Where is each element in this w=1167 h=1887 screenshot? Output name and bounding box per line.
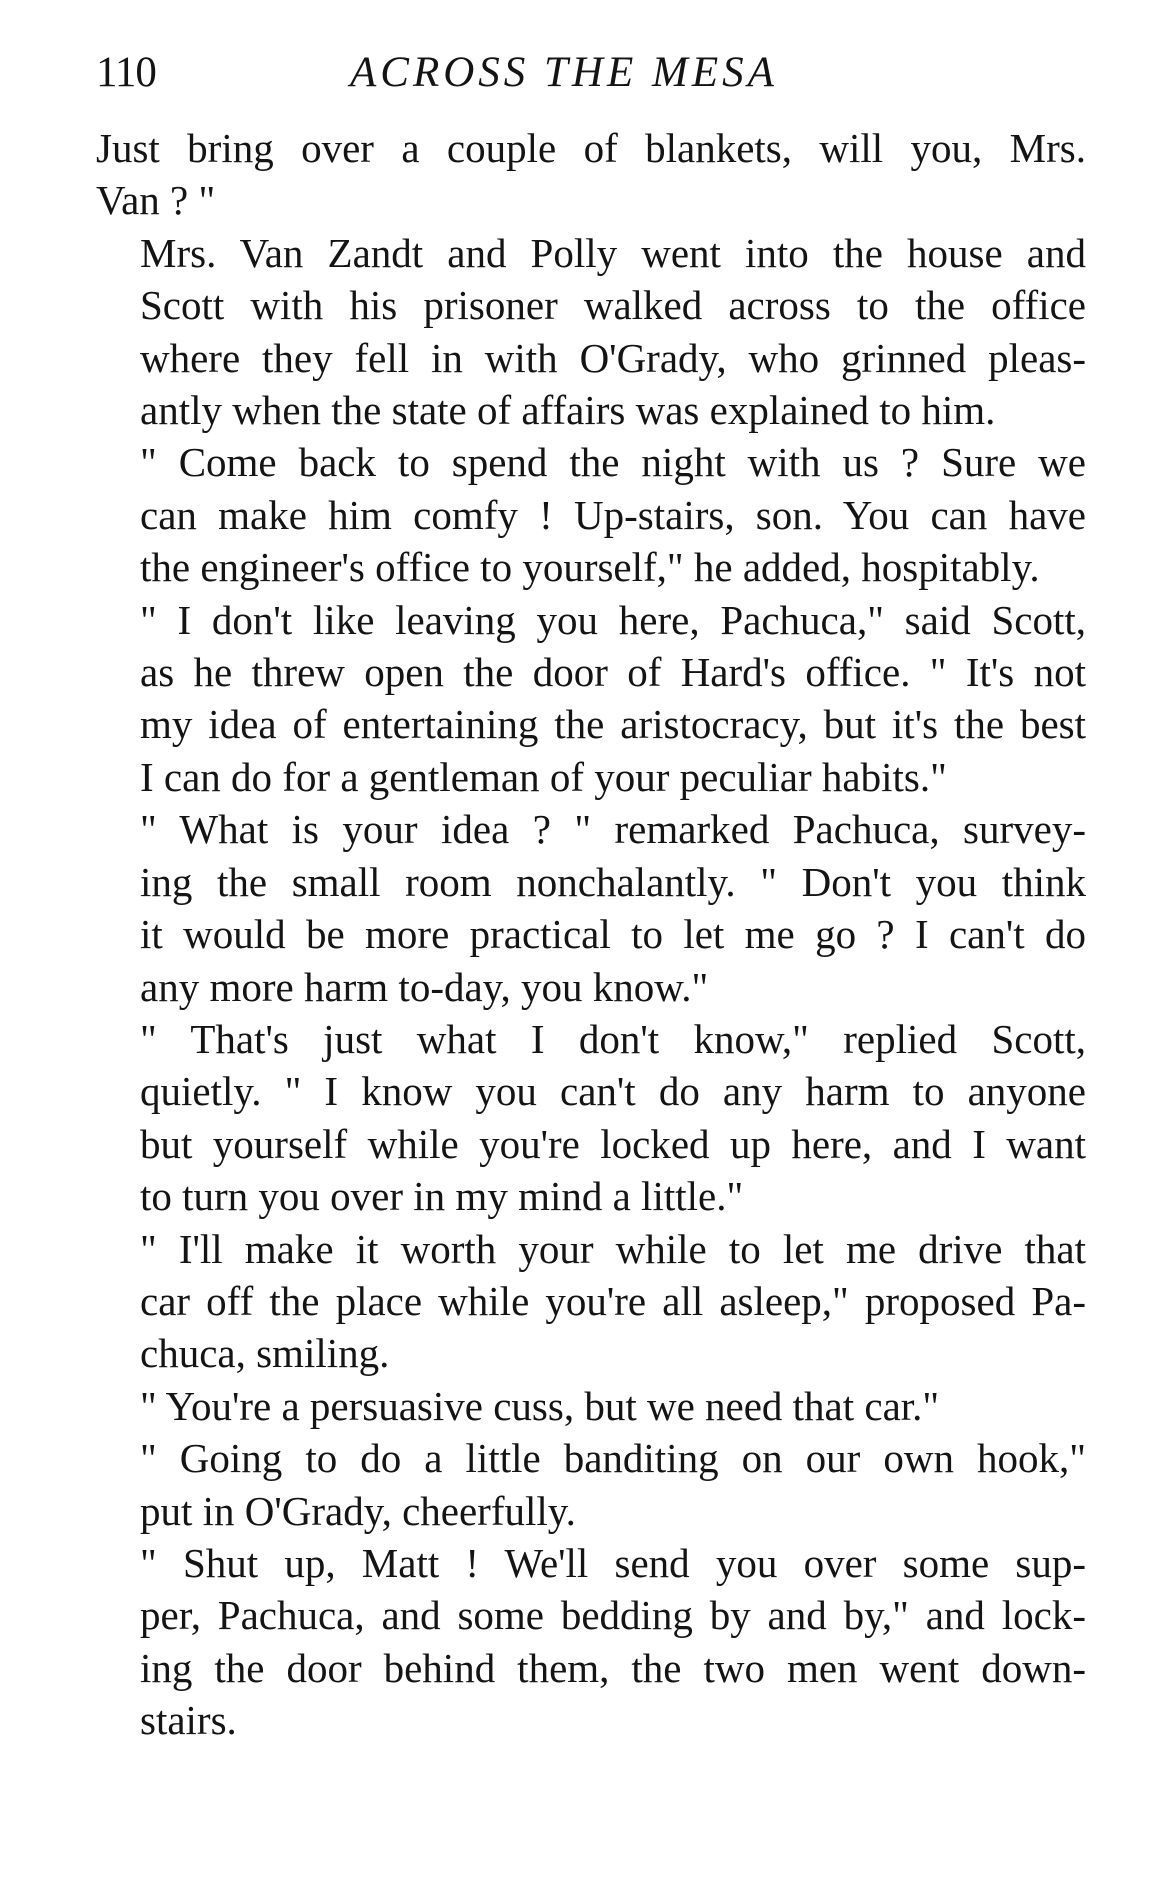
- text-line: per, Pachuca, and some bedding by and by," and lock-: [140, 1592, 1086, 1639]
- text-line: " You're a persuasive cuss, but we need that car.": [140, 1382, 940, 1429]
- body-text: [96, 122, 1086, 1747]
- paragraph: [96, 803, 1086, 1013]
- text-line: ing the small room nonchalantly. " Don't you think: [140, 858, 1086, 905]
- page-header: [96, 40, 1086, 106]
- text-line: the engineer's office to yourself," he added, hospitably.: [140, 544, 1040, 591]
- text-line: ing the door behind them, the two men went down-: [140, 1644, 1086, 1691]
- paragraph: [96, 594, 1086, 804]
- text-line: " Going to do a little banditing on our own hook,": [140, 1435, 1086, 1482]
- text-line: Mrs. Van Zandt and Polly went into the house and: [140, 229, 1086, 276]
- text-line: I can do for a gentleman of your peculiar habits.": [140, 753, 947, 800]
- text-line: to turn you over in my mind a little.": [140, 1173, 744, 1220]
- page-number: 110: [96, 49, 156, 96]
- text-line: Van ? ": [96, 177, 216, 224]
- text-line: can make him comfy ! Up-stairs, son. You can have: [140, 491, 1086, 538]
- book-page: [96, 40, 1086, 1747]
- text-line: it would be more practical to let me go ? I can't do: [140, 911, 1086, 958]
- text-line: chuca, smiling.: [140, 1330, 390, 1377]
- text-line: quietly. " I know you can't do any harm to anyone: [140, 1068, 1086, 1115]
- text-line: Just bring over a couple of blankets, will you, Mrs.: [96, 125, 1086, 171]
- text-line: Scott with his prisoner walked across to the office: [140, 282, 1086, 329]
- text-line: where they fell in with O'Grady, who grinned pleas-: [140, 334, 1086, 381]
- text-line: but yourself while you're locked up here, and I want: [140, 1120, 1086, 1167]
- paragraph: [96, 1537, 1086, 1747]
- paragraph: [96, 1432, 1086, 1537]
- paragraph: [96, 122, 1086, 227]
- text-line: " Shut up, Matt ! We'll send you over some sup-: [140, 1539, 1086, 1586]
- text-line: my idea of entertaining the aristocracy, but it's the best: [140, 701, 1086, 748]
- paragraph: [96, 436, 1086, 593]
- paragraph: [96, 227, 1086, 437]
- text-line: antly when the state of affairs was explained to him.: [140, 387, 996, 434]
- running-title: ACROSS THE MESA: [350, 49, 778, 96]
- text-line: any more harm to-day, you know.": [140, 963, 709, 1010]
- paragraph: [96, 1013, 1086, 1223]
- text-line: " I don't like leaving you here, Pachuca," said Scott,: [140, 596, 1086, 643]
- paragraph: [96, 1380, 1086, 1432]
- text-line: " I'll make it worth your while to let me drive that: [140, 1225, 1086, 1272]
- text-line: car off the place while you're all asleep," proposed Pa-: [140, 1277, 1086, 1324]
- text-line: " That's just what I don't know," replied Scott,: [140, 1015, 1086, 1062]
- text-line: put in O'Grady, cheerfully.: [140, 1487, 576, 1534]
- text-line: stairs.: [140, 1697, 237, 1744]
- text-line: " What is your idea ? " remarked Pachuca, survey-: [140, 806, 1086, 853]
- paragraph: [96, 1223, 1086, 1380]
- text-line: as he threw open the door of Hard's office. " It's not: [140, 649, 1086, 696]
- text-line: " Come back to spend the night with us ? Sure we: [140, 439, 1086, 486]
